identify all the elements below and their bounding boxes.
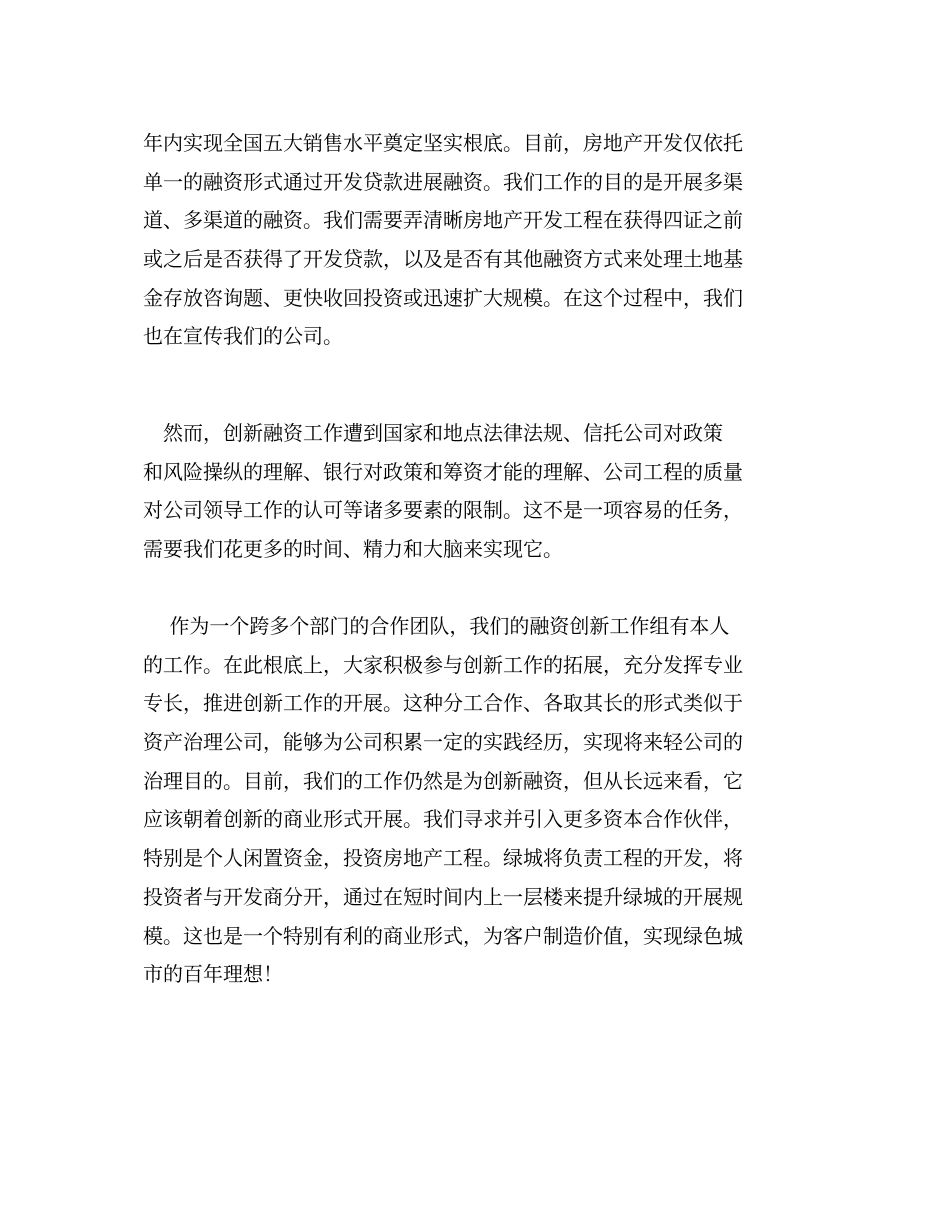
text-line: 年内实现全国五大销售水平奠定坚实根底。目前，房地产开发仅依托: [143, 131, 743, 155]
text-line: 道、多渠道的融资。我们需要弄清晰房地产开发工程在获得四证之前: [143, 208, 743, 233]
text-line: 或之后是否获得了开发贷款，以及是否有其他融资方式来处理土地基: [143, 247, 743, 272]
text-line: 应该朝着创新的商业形式开展。我们寻求并引入更多资本合作伙伴，: [143, 807, 743, 832]
paragraph-2: [143, 414, 813, 569]
text-line: 单一的融资形式通过开发贷款进展融资。我们工作的目的是开展多渠: [143, 169, 743, 194]
text-line: 模。这也是一个特别有利的商业形式，为客户制造价值，实现绿色城: [143, 923, 743, 948]
text-line: 作为一个跨多个部门的合作团队，我们的融资创新工作组有本人: [143, 614, 730, 638]
paragraph-1: [143, 124, 813, 356]
text-line: 然而，创新融资工作遭到国家和地点法律法规、信托公司对政策: [143, 421, 723, 445]
text-line: 需要我们花更多的时间、精力和大脑来实现它。: [143, 537, 563, 562]
text-line: 的工作。在此根底上，大家积极参与创新工作的拓展，充分发挥专业: [143, 652, 743, 677]
text-line: 金存放咨询题、更快收回投资或迅速扩大规模。在这个过程中，我们: [143, 285, 743, 310]
text-line: 治理目的。目前，我们的工作仍然是为创新融资，但从长远来看，它: [143, 768, 743, 793]
text-line: 专长，推进创新工作的开展。这种分工合作、各取其长的形式类似于: [143, 691, 743, 716]
text-line: 市的百年理想！: [143, 962, 283, 987]
text-line: 和风险操纵的理解、银行对政策和筹资才能的理解、公司工程的质量: [143, 459, 743, 484]
text-line: 资产治理公司，能够为公司积累一定的实践经历，实现将来轻公司的: [143, 730, 743, 755]
text-line: 投资者与开发商分开，通过在短时间内上一层楼来提升绿城的开展规: [143, 884, 743, 909]
paragraph-3: [143, 607, 813, 994]
text-line: 对公司领导工作的认可等诸多要素的限制。这不是一项容易的任务，: [143, 498, 743, 523]
text-line: 特别是个人闲置资金，投资房地产工程。绿城将负责工程的开发，将: [143, 846, 743, 871]
text-line: 也在宣传我们的公司。: [143, 324, 343, 349]
